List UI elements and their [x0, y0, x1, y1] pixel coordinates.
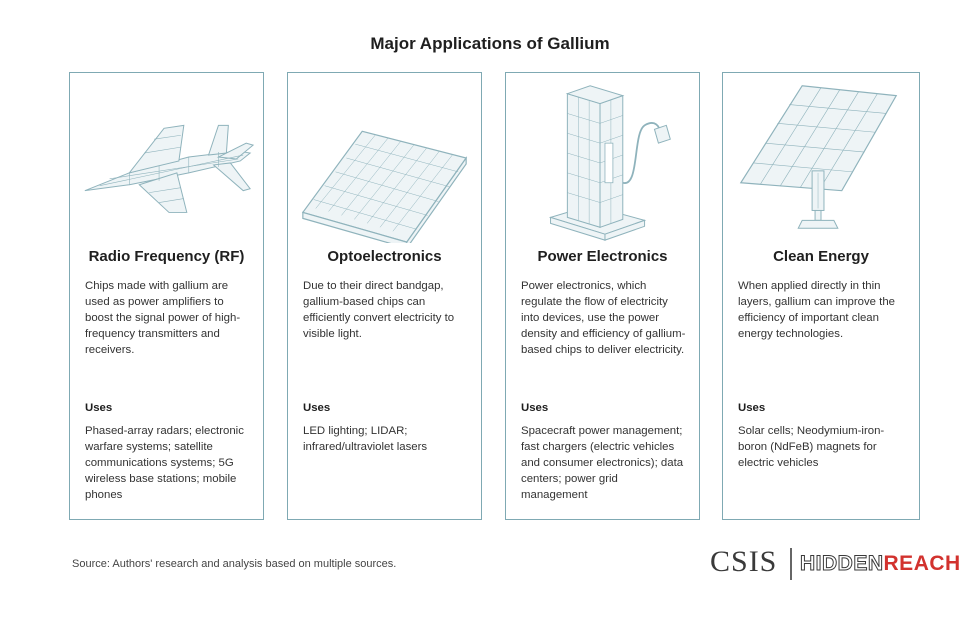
ev-charger-icon: [506, 73, 699, 243]
card-heading: Power Electronics: [537, 248, 668, 265]
uses-text: Phased-array radars; electronic warfare systems; satellite communications systems; 5G wireless base stations; mobile phones: [85, 425, 244, 501]
fighter-jet-icon: [70, 73, 263, 243]
smartphone-icon: [288, 73, 481, 243]
uses-label: Uses: [303, 402, 331, 414]
card-optoelectronics: [287, 72, 482, 520]
card-radio-frequency: [69, 72, 264, 520]
figure-title: Major Applications of Gallium: [370, 34, 610, 53]
uses-text: Spacecraft power management; fast chargers (electric vehicles and consumer electronics); data centers; power grid management: [521, 425, 684, 501]
solar-panel-icon: [723, 73, 919, 243]
logo-divider: [790, 548, 792, 580]
logo-hidden-text: HIDDEN: [800, 552, 884, 575]
card-heading: Clean Energy: [773, 248, 869, 265]
uses-text: Solar cells; Neodymium-iron-boron (NdFeB) magnets for electric vehicles: [738, 425, 885, 469]
card-description: Power electronics, which regulate the flow of electricity into devices, use the power density and efficiency of gallium-based chips to deliver electricity.: [521, 280, 686, 356]
card-power-electronics: [505, 72, 700, 520]
uses-text: LED lighting; LIDAR; infrared/ultraviolet lasers: [303, 425, 428, 453]
uses-label: Uses: [521, 402, 549, 414]
hidden-reach-logo: [800, 552, 961, 576]
csis-logo: CSIS: [710, 545, 778, 578]
card-heading: Radio Frequency (RF): [88, 248, 245, 265]
logo-reach-text: REACH: [883, 552, 961, 575]
uses-label: Uses: [85, 402, 113, 414]
card-description: When applied directly in thin layers, gallium can improve the efficiency of important clean energy technologies.: [738, 280, 896, 340]
uses-label: Uses: [738, 402, 766, 414]
card-description: Chips made with gallium are used as power amplifiers to boost the signal power of high-frequency transmitters and receivers.: [85, 280, 241, 356]
source-note: Source: Authors' research and analysis based on multiple sources.: [72, 558, 397, 570]
card-clean-energy: [722, 72, 920, 520]
card-description: Due to their direct bandgap, gallium-based chips can efficiently convert electricity to visible light.: [303, 280, 455, 340]
card-heading: Optoelectronics: [327, 248, 442, 265]
